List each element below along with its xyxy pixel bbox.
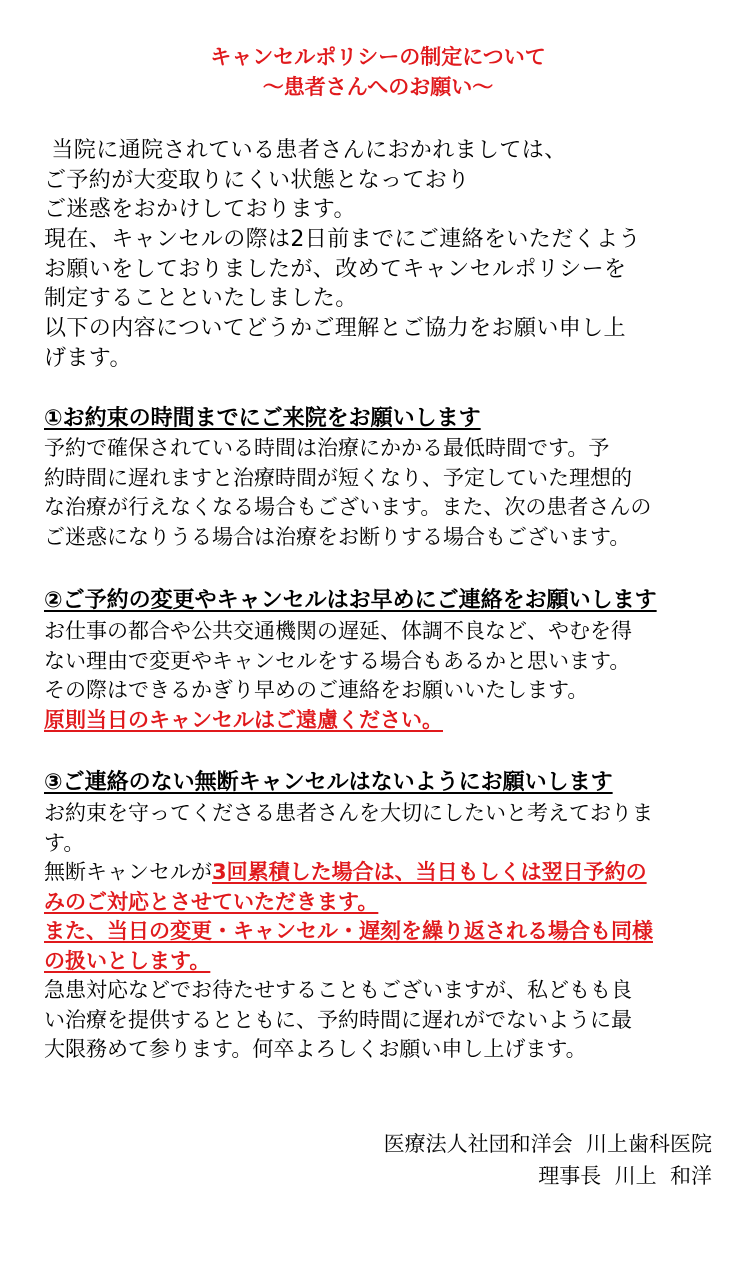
section3-red-text: みのご対応とさせていただきます。 — [44, 889, 379, 914]
section2-line: ない理由で変更やキャンセルをする場合もあるかと思います。 — [44, 648, 631, 673]
section3-closing-line: い治療を提供するとともに、予約時間に遅れがでないように最 — [44, 1007, 632, 1032]
section1-line: ご迷惑になりうる場合は治療をお断りする場合もございます。 — [44, 524, 631, 549]
intro-line: お願いをしておりましたが、改めてキャンセルポリシーを — [44, 256, 627, 282]
section2-emphasis-line — [44, 706, 716, 736]
section3-red-text: 3回累積した場合は、当日もしくは翌日予約の — [212, 860, 647, 884]
section3-line: す。 — [44, 830, 85, 855]
section3-prefix: 無断キャンセルが — [44, 860, 212, 884]
section2-line: お仕事の都合や公共交通機関の遅延、体調不良など、やむを得 — [44, 619, 632, 643]
section1-line: 予約で確保されている時間は治療にかかる最低時間です。予 — [44, 436, 610, 460]
section2-emphasis: 原則当日のキャンセルはご遠慮ください。 — [44, 707, 443, 732]
section3-line: お約束を守ってくださる患者さんを大切にしたいと考えておりま — [44, 801, 653, 825]
section3-red-text: また、当日の変更・キャンセル・遅刻を繰り返される場合も同様 — [44, 919, 653, 943]
section2-line: その際はできるかぎり早めのご連絡をお願いいたします。 — [44, 678, 589, 702]
section3-heading: ③ご連絡のない無断キャンセルはないようにお願いします — [44, 770, 613, 795]
intro-line: ご予約が大変取りにくい状態となっており — [44, 167, 470, 193]
section3-red-text: の扱いとします。 — [44, 948, 211, 973]
page-subtitle: 〜患者さんへのお願い〜 — [262, 75, 494, 99]
intro-line: 制定することといたしました。 — [44, 286, 358, 312]
intro-line: 現在、キャンセルの際は2日前までにご連絡をいただくよう — [44, 227, 641, 253]
section3-line-red — [44, 917, 716, 947]
intro-line: げます。 — [44, 345, 132, 371]
section1-heading: ①お約束の時間までにご来院をお願いします — [44, 406, 481, 431]
intro-paragraph — [44, 136, 716, 374]
intro-line: 当院に通院されている患者さんにおかれましては、 — [44, 138, 567, 163]
section3-closing-line: 大限務めて参ります。何卒よろしくお願い申し上げます。 — [44, 1037, 587, 1061]
section3-line-red — [44, 888, 716, 918]
intro-line: 以下の内容についてどうかご理解とご協力をお願い申し上 — [44, 316, 626, 342]
signature-person: 理事長 川上 和洋 — [538, 1164, 712, 1188]
section2-heading: ②ご予約の変更やキャンセルはお早めにご連絡をお願いします — [44, 588, 657, 613]
section3-line-mixed — [44, 858, 716, 888]
section1-line: な治療が行えなくなる場合もございます。また、次の患者さんの — [44, 495, 652, 519]
section3-body — [44, 799, 716, 1065]
section1-body — [44, 434, 716, 552]
section3-closing-line: 急患対応などでお待たせすることもございますが、私どもも良 — [44, 978, 632, 1002]
intro-line: ご迷惑をおかけしております。 — [44, 197, 356, 223]
signature-org: 医療法人社団和洋会 川上歯科医院 — [383, 1132, 712, 1156]
section3-line-red — [44, 947, 716, 977]
section1-line: 約時間に遅れますと治療時間が短くなり、予定していた理想的 — [44, 465, 632, 490]
page-title: キャンセルポリシーの制定について — [210, 45, 546, 69]
section2-body — [44, 617, 716, 735]
